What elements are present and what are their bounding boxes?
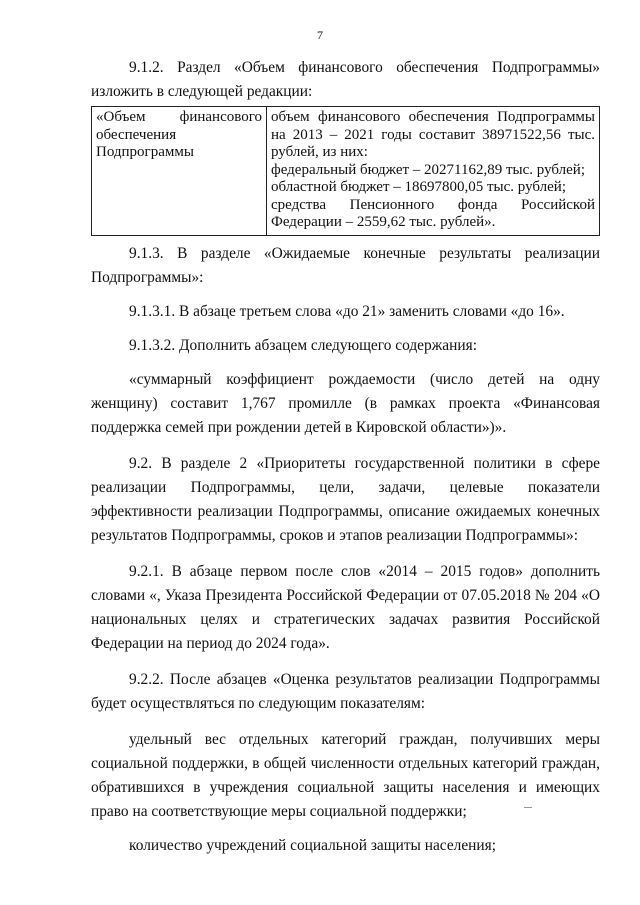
federal-budget-line: федеральный бюджет – 20271162,89 тыс. рублей; <box>271 161 585 178</box>
regional-budget-line: областной бюджет – 18697800,05 тыс. рублей; <box>271 179 566 195</box>
paragraph-indicator-share: удельный вес отдельных категорий граждан, получивших меры социальной поддержки, в общей численности отдельных категорий граждан, обратившихся в учреждения социальной защиты населения и имеющих право на соответствующие меры социальной поддержки; <box>91 730 600 820</box>
table-cell-label: «Объем финансового обеспечения Подпрограммы <box>92 107 267 236</box>
paragraph-9-2-1: 9.2.1. В абзаце первом после слов «2014 – 2015 годов» дополнить словами «, Указа Президента Российской Федерации от 07.05.2018 № 204 «О национальных целях и стратегических задачах развития Российской Федерации на период до 2024 года». <box>91 562 600 652</box>
subprogram-funding-table <box>91 106 600 236</box>
table-row <box>92 107 600 236</box>
paragraph-9-1-3: 9.1.3. В разделе «Ожидаемые конечные результаты реализации Подпрограммы»: <box>91 244 600 286</box>
document-body <box>91 56 600 858</box>
paragraph-9-1-3-2: 9.1.3.2. Дополнить абзацем следующего содержания: <box>129 336 477 354</box>
table-cell-value <box>267 107 600 236</box>
paragraph-indicator-count: количество учреждений социальной защиты населения; <box>129 836 496 854</box>
paragraph-9-2-2: 9.2.2. После абзацев «Оценка результатов реализации Подпрограммы будет осуществляться по следующим показателям: <box>91 670 600 712</box>
scan-artifact <box>524 807 532 808</box>
funding-total-line: объем финансового обеспечения Подпрограммы на 2013 – 2021 годы составит 38971522,56 тыс. рублей, из них: <box>271 109 595 160</box>
paragraph-9-1-3-1: 9.1.3.1. В абзаце третьем слова «до 21» заменить словами «до 16». <box>129 302 565 320</box>
paragraph-9-2: 9.2. В разделе 2 «Приоритеты государственной политики в сфере реализации Подпрограммы, цели, задачи, целевые показатели эффективности реализации Подпрограммы, описание ожидаемых конечных результатов Подпрограммы, сроков и этапов реализации Подпрограммы»: <box>91 454 600 544</box>
paragraph-quote-birth-rate: «суммарный коэффициент рождаемости (число детей на одну женщину) составит 1,767 промилле (в рамках проекта «Финансовая поддержка семей при рождении детей в Кировской области»)». <box>91 370 600 436</box>
pension-fund-line: средства Пенсионного фонда Российской Федерации – 2559,62 тыс. рублей». <box>271 196 595 230</box>
page-number: 7 <box>317 28 323 42</box>
paragraph-9-1-2: 9.1.2. Раздел «Объем финансового обеспечения Подпрограммы» изложить в следующей редакции: <box>91 59 600 100</box>
